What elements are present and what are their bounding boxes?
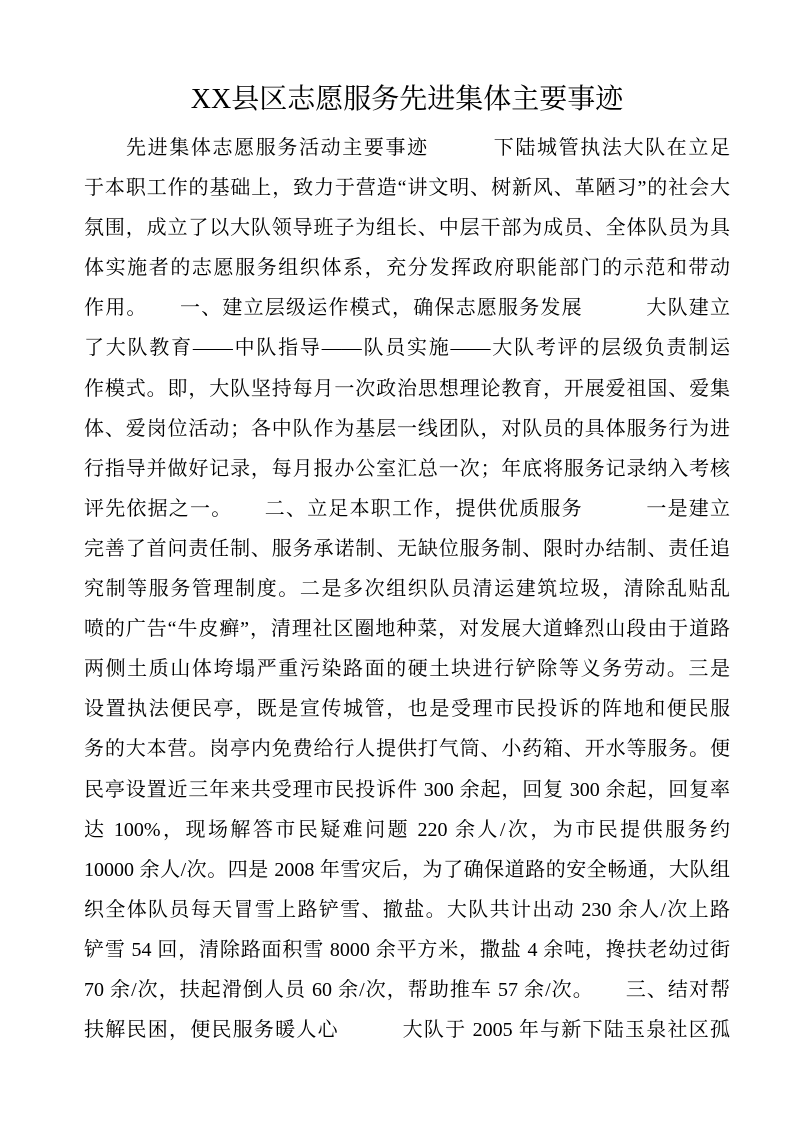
text-line: 先进集体志愿服务活动主要事迹 下陆城管执法大队在立足 <box>126 137 730 159</box>
text-line: 体、爱岗位活动；各中队作为基层一线团队，对队员的具体服务行为进 <box>84 417 730 440</box>
text-line: 作模式。即，大队坚持每月一次政治思想理论教育，开展爱祖国、爱集 <box>84 377 730 400</box>
text-line: 织全体队员每天冒雪上路铲雪、撤盐。大队共计出动 230 余人/次上路 <box>84 898 730 921</box>
text-line: 铲雪 54 回，清除路面积雪 8000 余平方米，撒盐 4 余吨，搀扶老幼过街 <box>84 938 730 961</box>
text-line: 达 100%，现场解答市民疑难问题 220 余人/次，为市民提供服务约 <box>84 818 730 841</box>
text-line: 作用。 一、建立层级运作模式，确保志愿服务发展 大队建立 <box>84 297 730 320</box>
text-line: 务的大本营。岗亭内免费给行人提供打气筒、小药箱、开水等服务。便 <box>84 738 730 761</box>
text-line: 10000 余人/次。四是 2008 年雪灾后，为了确保道路的安全畅通，大队组 <box>84 858 730 881</box>
text-line: 体实施者的志愿服务组织体系，充分发挥政府职能部门的示范和带动 <box>84 257 730 280</box>
body-text <box>84 128 730 1050</box>
text-line: 设置执法便民亭，既是宣传城管，也是受理市民投诉的阵地和便民服 <box>84 698 730 721</box>
text-line: 完善了首问责任制、服务承诺制、无缺位服务制、限时办结制、责任追 <box>84 537 730 560</box>
text-line: 民亭设置近三年来共受理市民投诉件 300 余起，回复 300 余起，回复率 <box>84 778 730 801</box>
text-line: 究制等服务管理制度。二是多次组织队员清运建筑垃圾，清除乱贴乱 <box>84 578 730 601</box>
text-line: 70 余/次，扶起滑倒人员 60 余/次，帮助推车 57 余/次。 三、结对帮 <box>84 978 730 1001</box>
text-line: 行指导并做好记录，每月报办公室汇总一次；年底将服务记录纳入考核 <box>84 457 730 480</box>
text-line: 评先依据之一。 二、立足本职工作，提供优质服务 一是建立 <box>84 497 730 520</box>
text-line: 氛围，成立了以大队领导班子为组长、中层干部为成员、全体队员为具 <box>84 217 730 240</box>
document-title: XX县区志愿服务先进集体主要事迹 <box>190 84 624 115</box>
text-line: 于本职工作的基础上，致力于营造“讲文明、树新风、革陋习”的社会大 <box>84 177 730 200</box>
text-line: 两侧土质山体垮塌严重污染路面的硬土块进行铲除等义务劳动。三是 <box>84 658 730 681</box>
text-line: 扶解民困，便民服务暖人心 大队于 2005 年与新下陆玉泉社区孤 <box>84 1019 730 1042</box>
text-line: 喷的广告“牛皮癣”，清理社区圈地种菜，对发展大道蜂烈山段由于道路 <box>84 618 730 641</box>
text-line: 了大队教育——中队指导——队员实施——大队考评的层级负责制运 <box>84 337 730 360</box>
